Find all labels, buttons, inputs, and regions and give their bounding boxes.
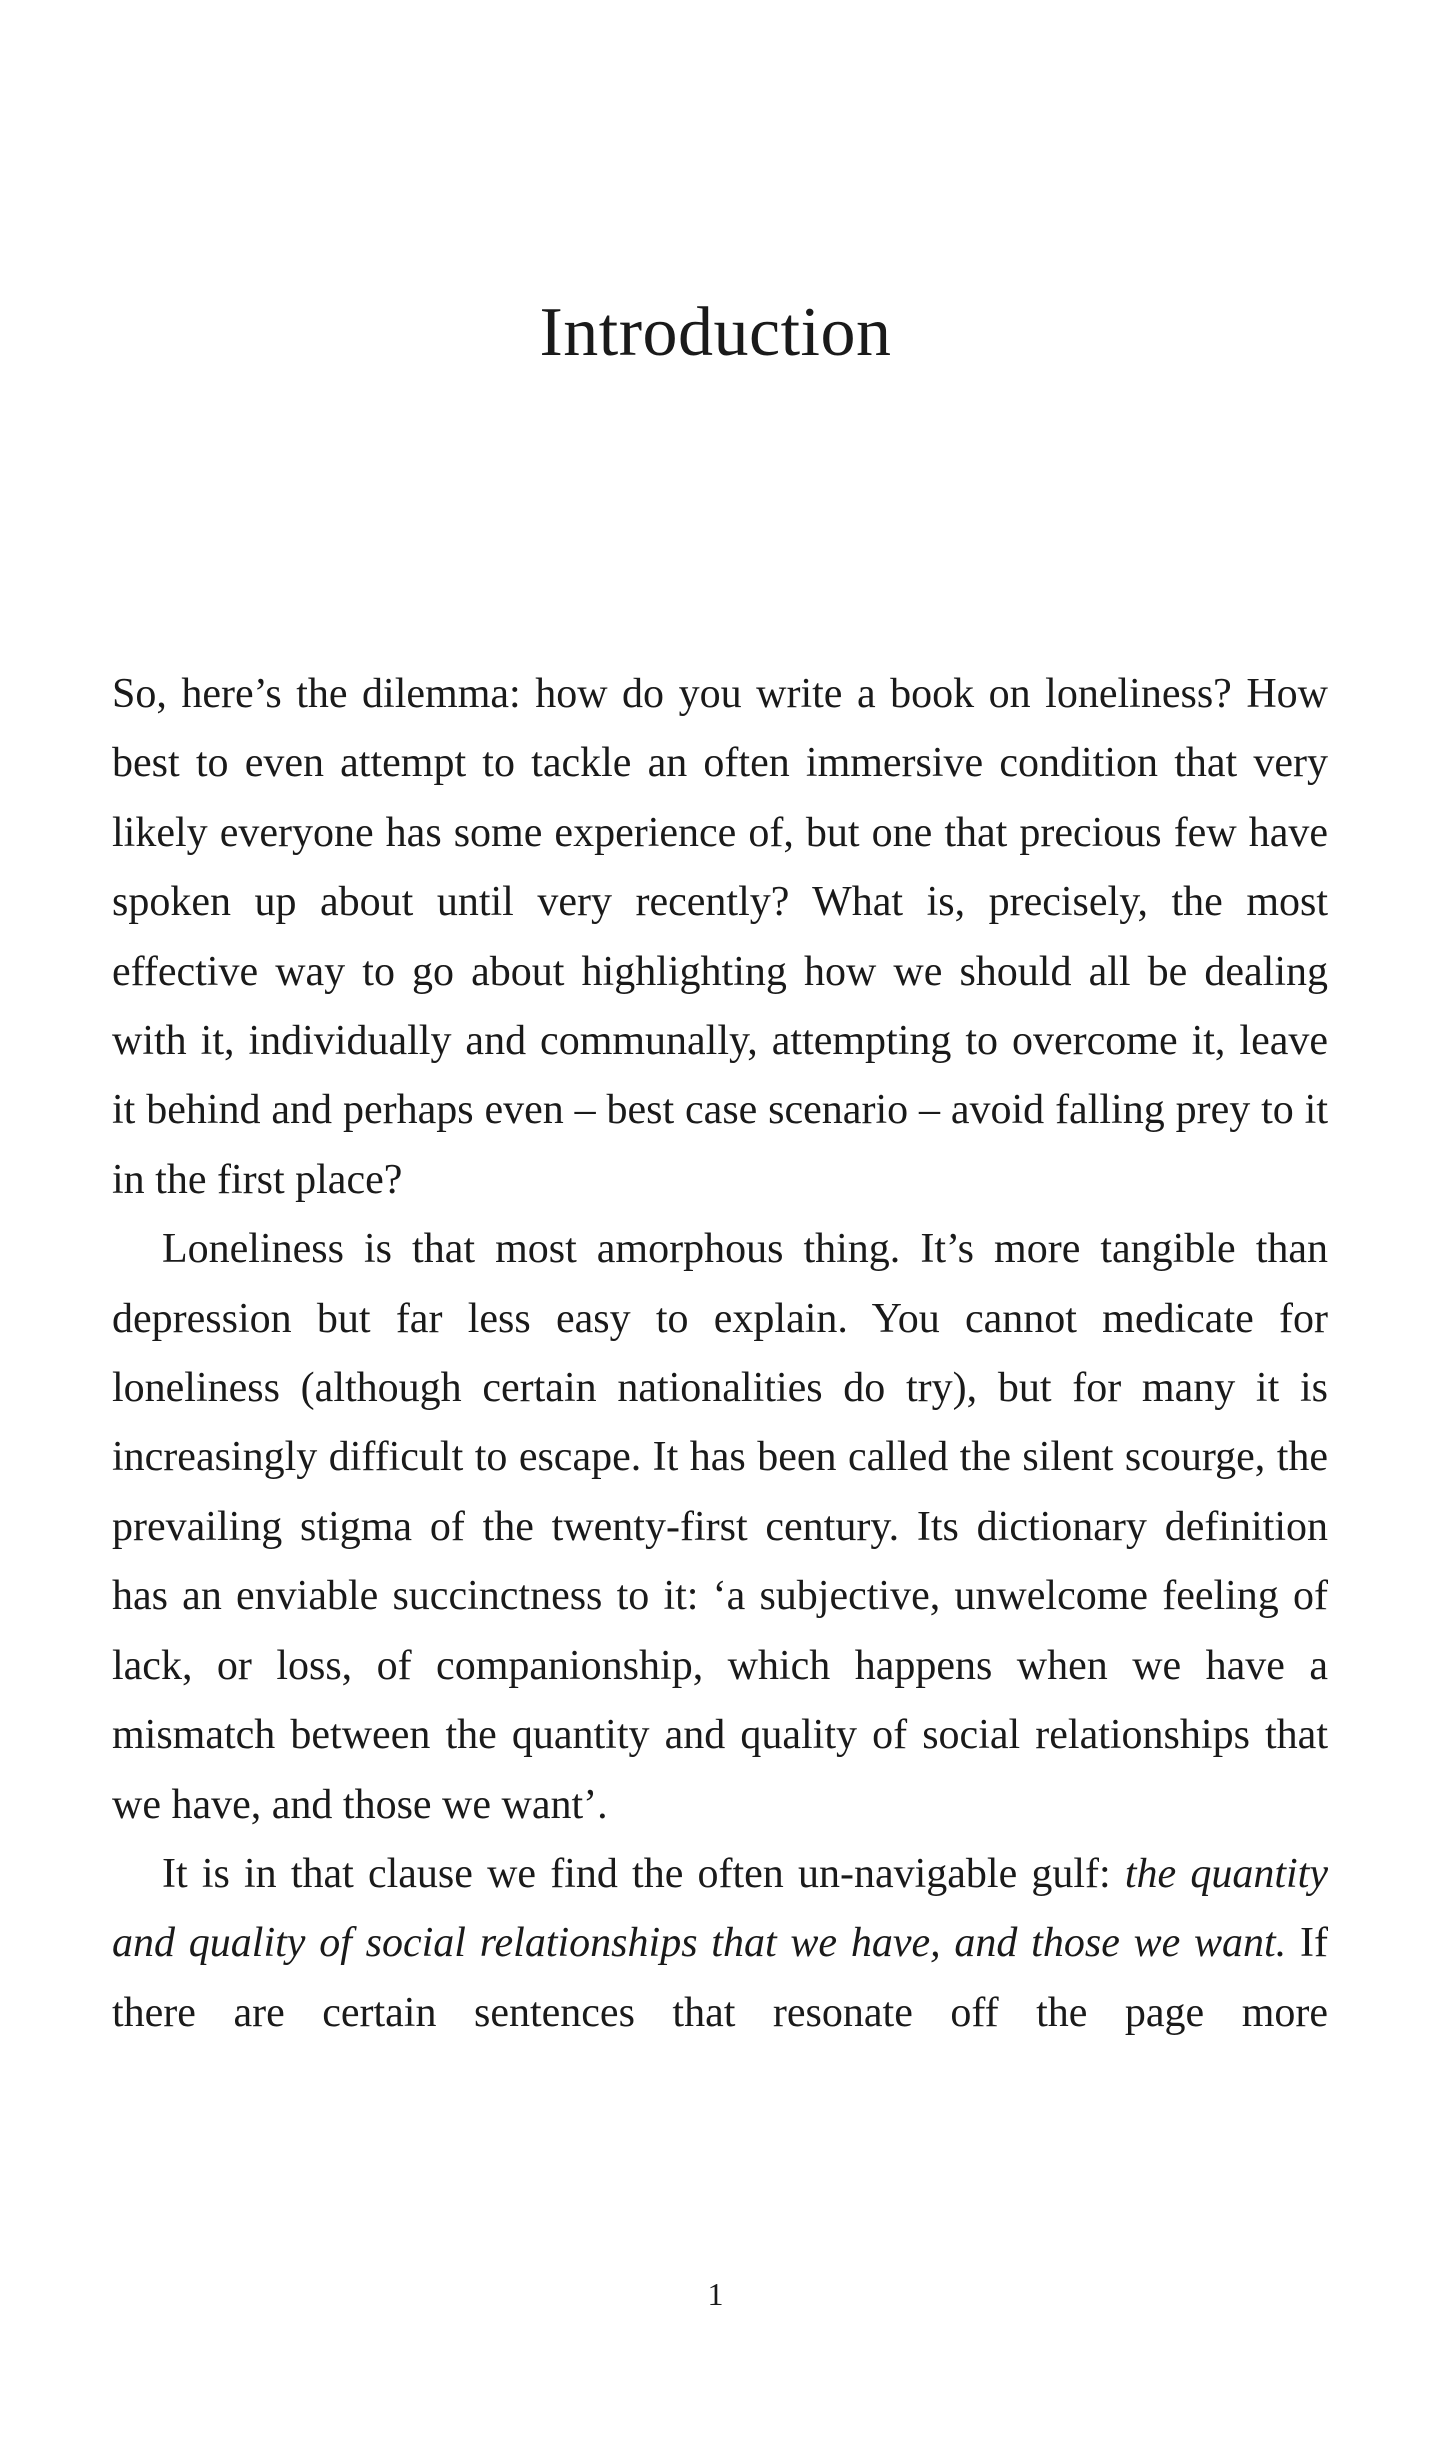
paragraph-3-emphasis: the quantity and quality of social relationships that we have, and those we want. xyxy=(112,1850,1328,1967)
paragraph-3-lead: It is in that clause we find the often un-navigable gulf: xyxy=(162,1850,1125,1897)
chapter-title: Introduction xyxy=(539,294,892,371)
paragraph-3 xyxy=(112,1840,1328,2048)
paragraph-2: Loneliness is that most amorphous thing. It’s more tangible than depression but far less easy to explain. You cannot medicate for loneliness (although certain nationalities do try), but for many it is increasingly difficult to escape. It has been called the silent scourge, the prevailing stigma of the twenty-first century. Its dictionary definition has an enviable succinctness to it: ‘a subjective, unwelcome feeling of lack, or loss, of companionship, which happens when we have a mismatch between the quantity and quality of social relationships that we have, and those we want’. xyxy=(112,1226,1328,1828)
paragraph-3-trail: If there are certain sentences that resonate off the page more xyxy=(112,1920,1328,2036)
body-text xyxy=(112,660,1328,2048)
paragraph-1: So, here’s the dilemma: how do you write a book on loneliness? How best to even attempt to tackle an often immersive condition that very likely everyone has some experience of, but one that precious few have spoken up about until very recently? What is, precisely, the most effective way to go about highlighting how we should all be dealing with it, individually and communally, attempting to overcome it, leave it behind and perhaps even – best case scenario – avoid falling prey to it in the first place? xyxy=(112,671,1328,1203)
page-number: 1 xyxy=(707,2276,724,2312)
